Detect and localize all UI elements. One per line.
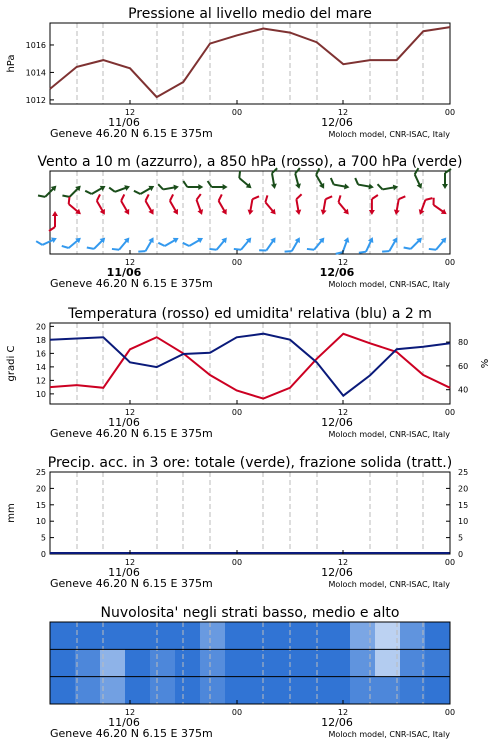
cloud-cell	[325, 677, 351, 705]
cloud-cell	[400, 677, 426, 705]
y-tick-label: 40	[458, 385, 469, 395]
wind-barb-feather	[404, 245, 411, 252]
wind-barb-head	[368, 236, 376, 243]
wind-barb-feather	[425, 196, 432, 202]
wind-barb-feather	[168, 194, 175, 200]
wind-barb-feather	[378, 184, 383, 191]
wind-barb	[134, 181, 156, 199]
cloud-cell	[150, 622, 176, 650]
wind-barb-head	[344, 184, 350, 191]
x-tick-label: 12	[337, 408, 349, 417]
wind-barb	[247, 195, 259, 216]
cloud-cell	[275, 649, 301, 677]
wind-barb	[64, 197, 85, 217]
wind-barb-feather	[336, 250, 343, 256]
cloud-cell	[300, 622, 326, 650]
cloud-cell	[325, 622, 351, 650]
wind-barb-head	[392, 236, 400, 243]
wind-barb-head	[271, 184, 278, 190]
wind-barb	[429, 234, 449, 255]
wind-barb-head	[295, 183, 302, 189]
x-tick-label: 00	[444, 558, 456, 567]
cloud-cell	[275, 677, 301, 705]
y-tick-label: 1014	[25, 68, 46, 78]
wind-barb-head	[442, 184, 448, 189]
location-label: Geneve 46.20 N 6.15 E 375m	[50, 427, 213, 440]
wind-barb	[320, 195, 332, 216]
y-tick-label: 5	[40, 533, 46, 543]
date-label: 12/06	[321, 716, 353, 729]
date-label: 11/06	[108, 716, 140, 729]
wind-barb-head	[148, 183, 155, 191]
wind-barb	[404, 233, 425, 254]
wind-barb	[117, 194, 135, 216]
wind-barb	[141, 194, 159, 216]
cloud-cell	[300, 677, 326, 705]
cloud-cell	[200, 622, 226, 650]
wind-barb-head	[173, 184, 179, 191]
cloud-cell	[200, 677, 226, 705]
wind-barb	[183, 233, 205, 251]
credit-label: Moloch model, CNR-ISAC, Italy	[328, 280, 450, 289]
wind-barb	[285, 234, 303, 256]
y-tick-label: 60	[458, 361, 469, 371]
wind-barb-head	[51, 235, 58, 243]
x-tick-label: 00	[231, 708, 243, 717]
x-tick-label: 12	[337, 258, 349, 267]
cloud-cell	[425, 677, 451, 705]
precipitation-chart	[6, 455, 468, 590]
cloud-cell	[225, 649, 251, 677]
x-tick-label: 12	[337, 108, 349, 117]
wind-barb-feather	[307, 246, 314, 253]
cloud-cell	[225, 677, 251, 705]
wind-barb-feather	[158, 184, 163, 191]
wind-barb	[417, 195, 432, 217]
wind-barb-feather	[354, 178, 359, 185]
y-tick-label: 0	[40, 550, 46, 559]
x-tick-label: 12	[124, 258, 136, 267]
y-tick-label: 15	[35, 500, 46, 510]
cloud-cover-chart	[50, 605, 455, 740]
credit-label: Moloch model, CNR-ISAC, Italy	[328, 580, 450, 589]
wind-barb-head	[393, 184, 399, 191]
wind-barb	[92, 194, 110, 216]
wind-barb	[158, 181, 179, 193]
cloud-cell	[125, 677, 151, 705]
wind-chart	[36, 154, 462, 290]
x-tick-label: 12	[124, 408, 136, 417]
wind-barb	[165, 194, 183, 216]
wind-barb-head	[124, 183, 131, 190]
wind-barb-feather	[195, 194, 202, 200]
credit-label: Moloch model, CNR-ISAC, Italy	[328, 130, 450, 139]
cloud-cell	[150, 677, 176, 705]
wind-barb-head	[247, 210, 254, 216]
pressure-line	[50, 27, 450, 97]
cloud-cell	[50, 677, 76, 705]
y-axis-label: gradi C	[6, 345, 17, 382]
wind-barb	[378, 181, 399, 193]
cloud-cell	[350, 622, 376, 650]
chart-title: Vento a 10 m (azzurro), a 850 hPa (rosso), a 700 hPa (verde)	[37, 154, 463, 170]
wind-barb	[214, 194, 232, 216]
date-label: 11/06	[106, 266, 142, 279]
wind-barb-feather	[372, 195, 378, 199]
wind-barb-head	[222, 209, 230, 216]
x-tick-label: 00	[444, 408, 456, 417]
chart-title: Nuvolosita' negli strati basso, medio e alto	[100, 605, 400, 621]
wind-barb-feather	[330, 178, 335, 185]
y-tick-label: 1012	[25, 95, 46, 105]
wind-barb	[183, 181, 203, 190]
wind-barb-head	[319, 183, 327, 190]
wind-barb-feather	[252, 195, 259, 200]
wind-barb-head	[173, 209, 181, 216]
wind-barb	[334, 195, 354, 216]
wind-barb-head	[368, 184, 374, 191]
cloud-cell	[300, 649, 326, 677]
wind-barb-head	[124, 209, 132, 216]
cloud-cell	[175, 677, 201, 705]
y-tick-label: 80	[458, 338, 469, 348]
cloud-cell	[225, 622, 251, 650]
wind-barb	[293, 194, 305, 215]
wind-barb	[85, 181, 107, 199]
wind-barb-feather	[87, 245, 94, 252]
credit-label: Moloch model, CNR-ISAC, Italy	[328, 730, 450, 739]
humidity-line	[50, 334, 450, 396]
wind-barb-head	[148, 209, 156, 216]
y-axis-label: mm	[6, 503, 17, 523]
wind-barb	[312, 168, 330, 190]
date-label: 11/06	[108, 116, 140, 129]
wind-barb-feather	[296, 194, 303, 199]
wind-barb	[393, 195, 405, 216]
wind-barb-feather	[144, 194, 151, 200]
wind-barb	[354, 178, 375, 190]
location-label: Geneve 46.20 N 6.15 E 375m	[50, 127, 213, 140]
chart-title: Temperatura (rosso) ed umidita' relativa (blu) a 2 m	[68, 306, 432, 322]
x-tick-label: 12	[124, 108, 136, 117]
location-label: Geneve 46.20 N 6.15 E 375m	[50, 727, 213, 740]
y-axis-label-right: %	[480, 358, 491, 369]
wind-barb	[208, 181, 228, 190]
y-tick-label: 0	[458, 550, 464, 559]
cloud-cell	[175, 649, 201, 677]
location-label: Geneve 46.20 N 6.15 E 375m	[50, 277, 213, 290]
cloud-cell	[400, 649, 426, 677]
x-tick-label: 00	[444, 258, 456, 267]
cloud-cell	[125, 649, 151, 677]
y-tick-label: 25	[458, 468, 469, 477]
y-tick-label: 15	[458, 500, 469, 510]
y-tick-label: 10	[35, 517, 46, 527]
wind-barb	[209, 234, 229, 255]
date-label: 11/06	[108, 566, 140, 579]
cloud-cell	[150, 649, 176, 677]
cloud-cell	[175, 622, 201, 650]
wind-barb-head	[197, 209, 204, 216]
chart-title: Pressione al livello medio del mare	[128, 6, 372, 22]
wind-barb	[138, 234, 156, 256]
wind-barb	[329, 178, 350, 190]
wind-barb-feather	[38, 193, 45, 200]
plot-frame	[50, 23, 450, 104]
cloud-cell	[325, 649, 351, 677]
wind-barb-head	[148, 236, 156, 243]
wind-barb	[62, 233, 83, 253]
wind-barb-head	[198, 184, 203, 190]
wind-barb-feather	[209, 246, 216, 253]
wind-barb-feather	[36, 239, 42, 246]
wind-barb-feather	[109, 186, 115, 193]
wind-barb-feather	[134, 189, 140, 196]
credit-label: Moloch model, CNR-ISAC, Italy	[328, 430, 450, 439]
wind-barb-feather	[399, 195, 406, 200]
y-tick-label: 18	[35, 335, 46, 345]
wind-barb	[109, 181, 131, 196]
wind-barb	[36, 233, 58, 250]
cloud-cell	[425, 622, 451, 650]
wind-barb-feather	[183, 181, 187, 187]
wind-barb	[192, 194, 207, 216]
wind-barb	[234, 171, 255, 191]
cloud-cell	[425, 649, 451, 677]
wind-barb	[259, 234, 278, 256]
y-tick-label: 14	[35, 362, 46, 372]
y-tick-label: 10	[458, 517, 469, 527]
plot-frame	[50, 472, 450, 554]
wind-barb-head	[223, 184, 228, 190]
x-tick-label: 00	[231, 258, 243, 267]
x-tick-label: 12	[337, 708, 349, 717]
wind-barb-head	[295, 236, 303, 243]
wind-barb-head	[52, 211, 58, 216]
wind-barb-feather	[62, 243, 69, 250]
cloud-cell	[400, 622, 426, 650]
wind-barb-feather	[263, 195, 270, 202]
cloud-cell	[100, 622, 126, 650]
cloud-cell	[75, 677, 101, 705]
x-tick-label: 12	[124, 708, 136, 717]
cloud-cell	[50, 622, 76, 650]
wind-barb-head	[344, 236, 351, 243]
wind-barb	[112, 234, 132, 255]
wind-barb	[62, 181, 83, 202]
wind-barb	[359, 235, 376, 257]
wind-barb	[38, 181, 59, 202]
wind-barb-feather	[183, 241, 189, 248]
cloud-cell	[75, 649, 101, 677]
wind-barb-feather	[429, 246, 436, 253]
wind-barb-head	[100, 209, 108, 216]
date-label: 12/06	[321, 416, 353, 429]
x-tick-label: 00	[231, 558, 243, 567]
x-tick-label: 00	[231, 108, 243, 117]
wind-barb-feather	[336, 195, 343, 202]
cloud-cell	[200, 649, 226, 677]
x-tick-label: 12	[337, 558, 349, 567]
wind-barb-feather	[119, 194, 126, 200]
cloud-cell	[275, 622, 301, 650]
temperature-humidity-chart	[6, 306, 491, 440]
cloud-cell	[75, 622, 101, 650]
wind-barb-head	[320, 210, 327, 216]
cloud-cell	[350, 649, 376, 677]
wind-barb-head	[173, 235, 180, 243]
cloud-cell	[100, 677, 126, 705]
wind-barb-feather	[326, 195, 333, 200]
y-tick-label: 1016	[25, 40, 46, 50]
y-tick-label: 25	[35, 468, 46, 477]
wind-barb-feather	[66, 197, 73, 204]
x-tick-label: 00	[231, 408, 243, 417]
pressure-chart	[6, 6, 455, 140]
wind-barb-feather	[217, 194, 224, 200]
location-label: Geneve 46.20 N 6.15 E 375m	[50, 577, 213, 590]
y-tick-label: 20	[35, 484, 46, 494]
y-tick-label: 10	[35, 389, 46, 399]
wind-barb-feather	[158, 241, 164, 248]
wind-barb-head	[295, 210, 302, 216]
x-tick-label: 12	[124, 558, 136, 567]
y-tick-label: 5	[458, 533, 464, 543]
wind-barb-head	[393, 210, 400, 216]
chart-title: Precip. acc. in 3 ore: totale (verde), frazione solida (tratt.)	[47, 455, 453, 471]
cloud-cell	[125, 622, 151, 650]
cloud-cell	[350, 677, 376, 705]
y-tick-label: 20	[458, 484, 469, 494]
wind-barb	[158, 233, 180, 251]
wind-barb-feather	[85, 189, 91, 196]
wind-barb-feather	[95, 194, 102, 200]
y-tick-label: 12	[35, 376, 46, 386]
date-label: 12/06	[321, 116, 353, 129]
x-tick-label: 00	[444, 108, 456, 117]
wind-barb-feather	[112, 246, 119, 253]
wind-barb	[429, 198, 451, 217]
y-tick-label: 20	[35, 322, 46, 332]
y-tick-label: 16	[35, 349, 46, 359]
cloud-cell	[100, 649, 126, 677]
x-tick-label: 00	[444, 708, 456, 717]
wind-barb-feather	[236, 171, 243, 178]
date-label: 11/06	[108, 416, 140, 429]
cloud-cell	[50, 649, 76, 677]
date-label: 12/06	[321, 566, 353, 579]
date-label: 12/06	[319, 266, 355, 279]
wind-barb-head	[197, 235, 204, 243]
wind-barb	[87, 233, 108, 254]
y-axis-label: hPa	[6, 54, 17, 73]
